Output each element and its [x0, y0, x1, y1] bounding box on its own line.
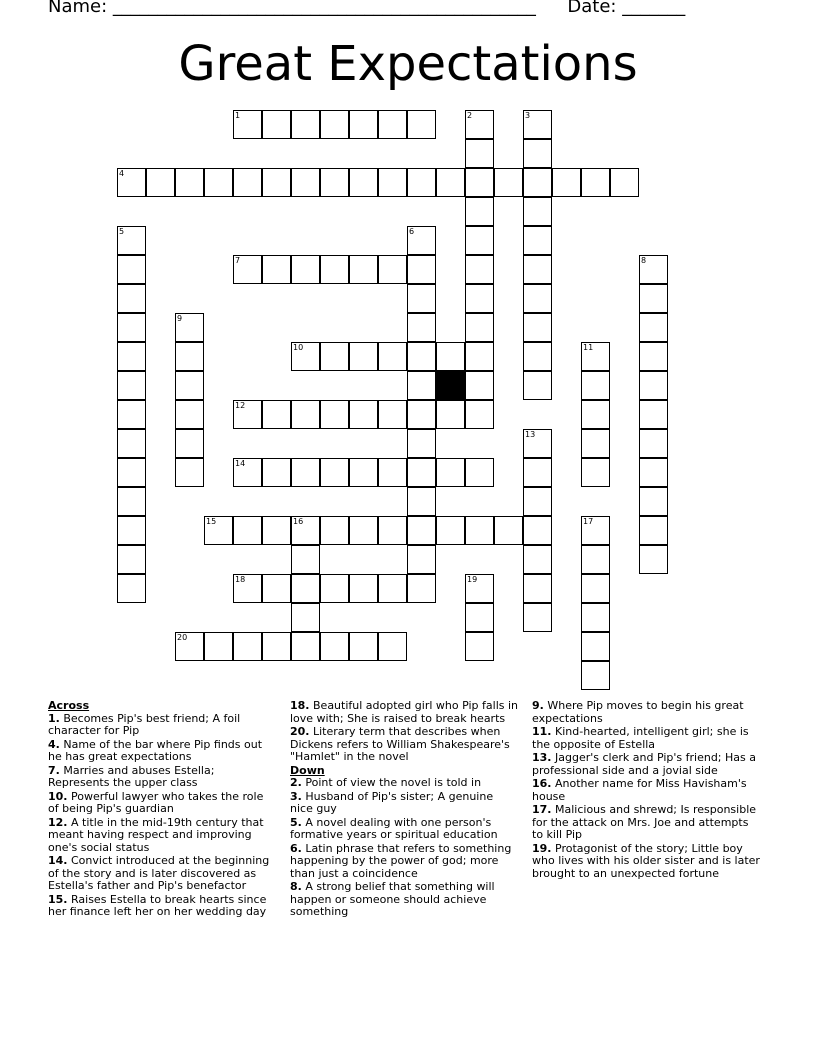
grid-cell[interactable] [233, 574, 262, 603]
grid-cell[interactable] [349, 632, 378, 661]
grid-cell[interactable] [175, 168, 204, 197]
grid-cell[interactable] [639, 400, 668, 429]
clue-number: 4 [119, 169, 125, 178]
name-label: Name: [48, 0, 108, 17]
clue-across-14: 14. Convict introduced at the beginning of the story and is later discovered as Estella's father and Pip's benefactor [48, 854, 270, 892]
clue-number: 19 [467, 575, 478, 584]
grid-cell[interactable] [233, 516, 262, 545]
clue-down-9: 9. Where Pip moves to begin his great expectations [532, 699, 744, 725]
grid-cell[interactable] [407, 110, 436, 139]
grid-cell[interactable] [523, 429, 552, 458]
grid-cell[interactable] [117, 371, 146, 400]
grid-cell[interactable] [407, 516, 436, 545]
grid-cell[interactable] [407, 545, 436, 574]
grid-cell[interactable] [175, 313, 204, 342]
grid-cell[interactable] [204, 632, 233, 661]
grid-cell[interactable] [320, 632, 349, 661]
date-label: Date: [567, 0, 617, 17]
grid-block [436, 371, 465, 400]
clue-number: 11 [583, 343, 594, 352]
grid-cell[interactable] [407, 487, 436, 516]
grid-cell[interactable] [581, 574, 610, 603]
clue-number: 20 [177, 633, 188, 642]
grid-cell[interactable] [291, 632, 320, 661]
clues-column-1 [48, 700, 276, 920]
grid-cell[interactable] [378, 632, 407, 661]
clue-across-12: 12. A title in the mid-19th century that meant having respect and improving one's social status [48, 815, 264, 854]
grid-cell[interactable] [465, 400, 494, 429]
grid-cell[interactable] [320, 400, 349, 429]
grid-cell[interactable] [581, 168, 610, 197]
grid-cell[interactable] [262, 632, 291, 661]
grid-cell[interactable] [465, 458, 494, 487]
clue-across-15: 15. Raises Estella to break hearts since her finance left her on her wedding day [48, 892, 267, 918]
clue-across-4: 4. Name of the bar where Pip finds out he has great expectations [48, 737, 263, 763]
clue-number: 12 [235, 401, 246, 410]
grid-cell[interactable] [204, 516, 233, 545]
grid-cell[interactable] [378, 168, 407, 197]
grid-cell[interactable] [523, 284, 552, 313]
grid-cell[interactable] [523, 342, 552, 371]
grid-cell[interactable] [175, 458, 204, 487]
grid-cell[interactable] [407, 342, 436, 371]
grid-cell[interactable] [639, 371, 668, 400]
grid-cell[interactable] [465, 226, 494, 255]
grid-cell[interactable] [523, 603, 552, 632]
clue-down-13: 13. Jagger's clerk and Pip's friend; Has a professional side and a jovial side [532, 751, 756, 777]
grid-cell[interactable] [523, 197, 552, 226]
clue-down-8: 8. A strong belief that something will happen or someone should achieve something [290, 880, 495, 918]
grid-cell[interactable] [349, 516, 378, 545]
grid-cell[interactable] [175, 371, 204, 400]
grid-cell[interactable] [378, 110, 407, 139]
grid-cell[interactable] [581, 545, 610, 574]
grid-cell[interactable] [291, 603, 320, 632]
clue-number: 3 [525, 111, 531, 120]
grid-cell[interactable] [639, 487, 668, 516]
grid-cell[interactable] [523, 487, 552, 516]
grid-cell[interactable] [349, 458, 378, 487]
grid-cell[interactable] [233, 632, 262, 661]
grid-cell[interactable] [233, 400, 262, 429]
clue-number: 5 [119, 227, 125, 236]
grid-cell[interactable] [320, 458, 349, 487]
clue-across-10: 10. Powerful lawyer who takes the role of being Pip's guardian [48, 789, 264, 815]
grid-cell[interactable] [639, 545, 668, 574]
grid-cell[interactable] [117, 342, 146, 371]
grid-cell[interactable] [581, 516, 610, 545]
grid-cell[interactable] [465, 574, 494, 603]
grid-cell[interactable] [581, 632, 610, 661]
grid-cell[interactable] [436, 516, 465, 545]
clue-down-16: 16. Another name for Miss Havisham's house [532, 777, 747, 803]
grid-cell[interactable] [494, 516, 523, 545]
grid-cell[interactable] [581, 458, 610, 487]
grid-cell[interactable] [610, 168, 639, 197]
grid-cell[interactable] [639, 255, 668, 284]
grid-cell[interactable] [407, 429, 436, 458]
clue-down-3: 3. Husband of Pip's sister; A genuine nice guy [290, 789, 494, 815]
grid-cell[interactable] [349, 574, 378, 603]
grid-cell[interactable] [407, 574, 436, 603]
grid-cell[interactable] [291, 400, 320, 429]
grid-cell[interactable] [436, 168, 465, 197]
grid-cell[interactable] [349, 342, 378, 371]
grid-cell[interactable] [291, 168, 320, 197]
grid-cell[interactable] [117, 574, 146, 603]
down-heading: Down [290, 763, 325, 777]
clue-number: 18 [235, 575, 246, 584]
grid-cell[interactable] [523, 110, 552, 139]
clues-column-2 [290, 700, 518, 920]
grid-cell[interactable] [117, 516, 146, 545]
grid-cell[interactable] [523, 139, 552, 168]
grid-cell[interactable] [291, 458, 320, 487]
grid-cell[interactable] [523, 574, 552, 603]
grid-cell[interactable] [262, 574, 291, 603]
grid-cell[interactable] [320, 574, 349, 603]
grid-cell[interactable] [378, 400, 407, 429]
grid-cell[interactable] [291, 342, 320, 371]
grid-cell[interactable] [465, 603, 494, 632]
grid-cell[interactable] [349, 168, 378, 197]
clue-number: 17 [583, 517, 594, 526]
clues-column-3 [532, 700, 760, 881]
grid-cell[interactable] [349, 400, 378, 429]
grid-cell[interactable] [378, 255, 407, 284]
grid-cell[interactable] [465, 632, 494, 661]
grid-cell[interactable] [175, 429, 204, 458]
clue-number: 14 [235, 459, 246, 468]
grid-cell[interactable] [262, 110, 291, 139]
grid-cell[interactable] [436, 458, 465, 487]
clue-number: 10 [293, 343, 304, 352]
grid-cell[interactable] [233, 458, 262, 487]
grid-cell[interactable] [523, 226, 552, 255]
across-heading: Across [48, 699, 90, 712]
grid-cell[interactable] [407, 226, 436, 255]
clue-number: 13 [525, 430, 536, 439]
grid-cell[interactable] [581, 342, 610, 371]
grid-cell[interactable] [378, 516, 407, 545]
grid-cell[interactable] [320, 110, 349, 139]
grid-cell[interactable] [117, 255, 146, 284]
clue-number: 1 [235, 111, 241, 120]
grid-cell[interactable] [233, 110, 262, 139]
grid-cell[interactable] [117, 429, 146, 458]
clue-number: 2 [467, 111, 473, 120]
grid-cell[interactable] [117, 226, 146, 255]
grid-cell[interactable] [639, 458, 668, 487]
grid-cell[interactable] [117, 284, 146, 313]
clue-number: 8 [641, 256, 647, 265]
page-title: Great Expectations [178, 36, 638, 92]
clue-number: 7 [235, 256, 241, 265]
grid-cell[interactable] [465, 139, 494, 168]
grid-cell[interactable] [581, 661, 610, 690]
grid-cell[interactable] [175, 400, 204, 429]
grid-cell[interactable] [320, 168, 349, 197]
clue-down-2: 2. Point of view the novel is told in [290, 776, 482, 789]
clue-number: 16 [293, 517, 304, 526]
grid-cell[interactable] [407, 255, 436, 284]
grid-cell[interactable] [233, 168, 262, 197]
grid-cell[interactable] [117, 168, 146, 197]
grid-cell[interactable] [291, 255, 320, 284]
grid-cell[interactable] [465, 284, 494, 313]
name-blank[interactable]: _______________________________________________ [112, 0, 536, 17]
grid-cell[interactable] [407, 458, 436, 487]
grid-cell[interactable] [117, 458, 146, 487]
grid-cell[interactable] [320, 342, 349, 371]
clue-down-6: 6. Latin phrase that refers to something happening by the power of god; more than just a coincidence [290, 841, 512, 880]
header-line [48, 0, 768, 18]
grid-cell[interactable] [465, 313, 494, 342]
grid-cell[interactable] [465, 255, 494, 284]
grid-cell[interactable] [262, 168, 291, 197]
clue-across-18: 18. Beautiful adopted girl who Pip falls in love with; She is raised to break hearts [290, 699, 519, 725]
clue-across-20: 20. Literary term that describes when Dickens refers to William Shakespeare's "Hamlet" in the novel [290, 725, 510, 763]
grid-cell[interactable] [639, 516, 668, 545]
grid-cell[interactable] [407, 371, 436, 400]
grid-cell[interactable] [581, 371, 610, 400]
clue-across-7: 7. Marries and abuses Estella; Represents the upper class [48, 763, 215, 789]
grid-cell[interactable] [407, 168, 436, 197]
grid-cell[interactable] [494, 168, 523, 197]
grid-cell[interactable] [581, 429, 610, 458]
grid-cell[interactable] [262, 516, 291, 545]
clue-across-1: 1. Becomes Pip's best friend; A foil character for Pip [48, 711, 241, 737]
grid-cell[interactable] [378, 458, 407, 487]
grid-cell[interactable] [262, 400, 291, 429]
grid-cell[interactable] [175, 342, 204, 371]
grid-cell[interactable] [552, 168, 581, 197]
grid-cell[interactable] [291, 110, 320, 139]
grid-cell[interactable] [523, 545, 552, 574]
grid-cell[interactable] [204, 168, 233, 197]
grid-cell[interactable] [465, 197, 494, 226]
grid-cell[interactable] [146, 168, 175, 197]
grid-cell[interactable] [349, 110, 378, 139]
grid-cell[interactable] [523, 168, 552, 197]
grid-cell[interactable] [465, 516, 494, 545]
grid-cell[interactable] [407, 313, 436, 342]
grid-cell[interactable] [117, 487, 146, 516]
grid-cell[interactable] [233, 255, 262, 284]
grid-cell[interactable] [117, 545, 146, 574]
grid-cell[interactable] [262, 255, 291, 284]
grid-cell[interactable] [407, 400, 436, 429]
grid-cell[interactable] [639, 284, 668, 313]
clue-number: 6 [409, 227, 415, 236]
grid-cell[interactable] [523, 458, 552, 487]
grid-cell[interactable] [291, 574, 320, 603]
grid-cell[interactable] [639, 342, 668, 371]
grid-cell[interactable] [291, 545, 320, 574]
clue-down-5: 5. A novel dealing with one person's formative years or spiritual education [290, 815, 498, 841]
grid-cell[interactable] [465, 342, 494, 371]
grid-cell[interactable] [465, 110, 494, 139]
grid-cell[interactable] [436, 400, 465, 429]
grid-cell[interactable] [407, 284, 436, 313]
grid-cell[interactable] [639, 313, 668, 342]
grid-cell[interactable] [378, 342, 407, 371]
grid-cell[interactable] [378, 574, 407, 603]
grid-cell[interactable] [465, 168, 494, 197]
grid-cell[interactable] [117, 313, 146, 342]
grid-cell[interactable] [117, 400, 146, 429]
grid-cell[interactable] [175, 632, 204, 661]
grid-cell[interactable] [291, 516, 320, 545]
grid-cell[interactable] [262, 458, 291, 487]
clue-number: 9 [177, 314, 183, 323]
grid-cell[interactable] [320, 516, 349, 545]
grid-cell[interactable] [581, 400, 610, 429]
grid-cell[interactable] [349, 255, 378, 284]
date-blank[interactable]: _______ [622, 0, 686, 17]
clue-down-11: 11. Kind-hearted, intelligent girl; she is the opposite of Estella [532, 725, 749, 751]
clue-down-17: 17. Malicious and shrewd; Is responsible for the attack on Mrs. Joe and attempts to kill Pip [532, 803, 757, 841]
grid-cell[interactable] [581, 603, 610, 632]
clue-number: 15 [206, 517, 217, 526]
grid-cell[interactable] [523, 255, 552, 284]
grid-cell[interactable] [320, 255, 349, 284]
grid-cell[interactable] [523, 313, 552, 342]
grid-cell[interactable] [465, 371, 494, 400]
grid-cell[interactable] [523, 516, 552, 545]
grid-cell[interactable] [523, 371, 552, 400]
grid-cell[interactable] [436, 342, 465, 371]
grid-cell[interactable] [639, 429, 668, 458]
clue-down-19: 19. Protagonist of the story; Little boy who lives with his older sister and is later brought to an unexpected fortune [532, 841, 760, 880]
